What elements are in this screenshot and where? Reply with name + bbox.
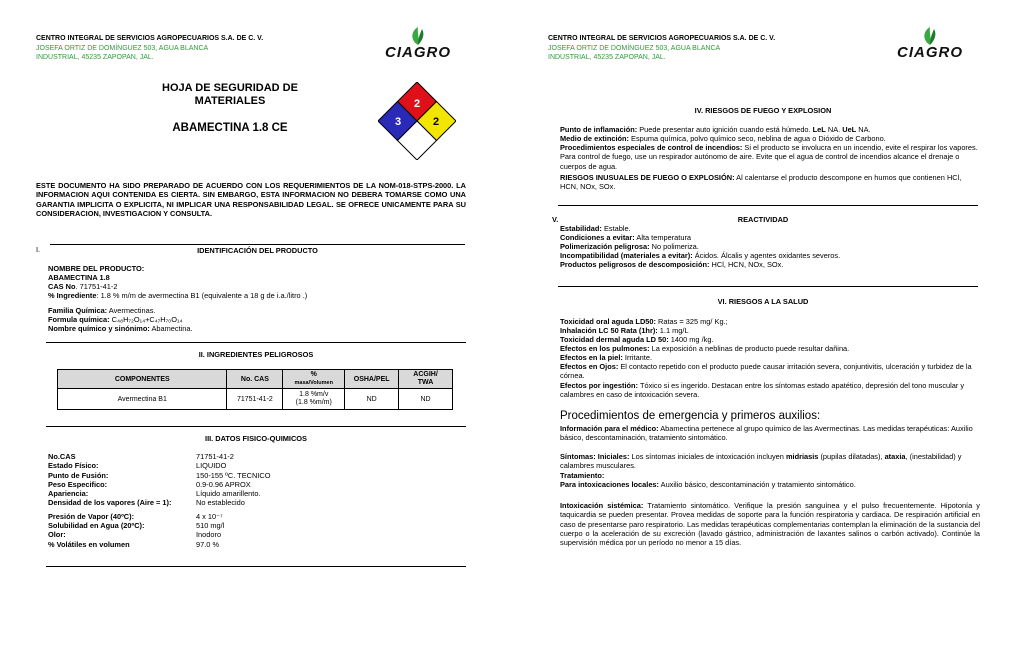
physchem-row <box>48 461 270 470</box>
physchem-label: Presión de Vapor (40ºC): <box>48 511 135 521</box>
divider <box>46 426 466 427</box>
physchem-value: 4 x 10⁻⁷ <box>196 511 223 521</box>
company-name: CENTRO INTEGRAL DE SERVICIOS AGROPECUARIOS S.A. DE C. V. <box>36 35 264 42</box>
physchem-value: 0.9-0.96 APROX <box>196 479 251 489</box>
physchem-row <box>48 480 270 489</box>
nfpa-reactivity-value: 2 <box>432 116 440 128</box>
ciagro-logo <box>892 26 968 66</box>
physchem-row <box>48 471 270 480</box>
section-6-title: VI. RIESGOS A LA SALUD <box>717 297 809 306</box>
treatment-label: Tratamiento: <box>560 471 605 480</box>
physchem-row <box>48 512 270 521</box>
emergency-title: Procedimientos de emergencia y primeros auxilios: <box>560 410 821 422</box>
ingredient-line <box>48 291 307 300</box>
flash-point-line: Punto de inflamación: Puede presentar auto ignición cuando está húmedo. LeL NA. UeL NA. <box>560 125 871 134</box>
physchem-value: Inodoro <box>196 530 222 540</box>
leaf-icon <box>408 26 428 46</box>
divider <box>558 205 978 206</box>
company-name: CENTRO INTEGRAL DE SERVICIOS AGROPECUARIOS S.A. DE C. V. <box>548 35 776 42</box>
divider <box>50 244 465 245</box>
physchem-row <box>48 530 270 539</box>
ingredient-label: % Ingrediente <box>48 291 97 300</box>
section-1-title: IDENTIFICACIÓN DEL PRODUCTO <box>197 246 318 255</box>
polymerization-line: Polimerización peligrosa: No polimeriza. <box>560 242 699 251</box>
header-acgih: ACGIH/ TWA <box>399 370 453 389</box>
divider <box>558 286 978 287</box>
physchem-value: 71751-41-2 <box>196 452 234 461</box>
physchem-row <box>48 540 270 549</box>
oral-toxicity-line: Toxicidad oral aguda LD50: Ratas = 325 mg/ Kg.; <box>560 317 728 326</box>
disclaimer: ESTE DOCUMENTO HA SIDO PREPARADO DE ACUERDO CON LOS REQUERIMIENTOS DE LA NOM-018-STPS-2000. LA INFORMACION AQUI CONTENIDA ES CIERTA. SIN EMBARGO, ESTA INFORMACION NO DEBERA TOMARSE COMO UNA GARANTIA IMPLICITA O EXPLICITA, NI IMPLICAR UNA RESPONSABILIDAD LEGAL. SE OFRECE UNICAMENTE PARA SU CONSIDERACION, INVESTIGACION Y CONSULTA. <box>36 181 466 219</box>
physchem-label: Densidad de los vapores (Aire = 1): <box>48 498 172 508</box>
inhalation-line: Inhalación LC 50 Rata (1hr): 1.1 mg/L <box>560 326 689 335</box>
company-address-line-1: JOSEFA ORTIZ DE DOMÍNGUEZ 503, AGUA BLANCA <box>36 45 209 52</box>
logo-text: CIAGRO <box>385 44 451 61</box>
section-4-title: IV. RIESGOS DE FUEGO Y EXPLOSION <box>694 106 832 115</box>
synonym-label: Nombre químico y sinónimo: <box>48 324 150 333</box>
physchem-row <box>48 452 270 461</box>
company-address-line-2: INDUSTRIAL, 45235 ZAPOPAN, JAL. <box>548 54 666 61</box>
right-page <box>512 0 1024 663</box>
section-3-title: III. DATOS FISICO-QUIMICOS <box>205 434 307 443</box>
physchem-value: Líquido amarillento. <box>196 489 261 499</box>
dermal-toxicity-line: Toxicidad dermal aguda LD 50: 1400 mg /kg. <box>560 335 714 344</box>
document-title-line-1: HOJA DE SEGURIDAD DE <box>162 82 298 94</box>
product-name-label: NOMBRE DEL PRODUCTO: <box>48 264 145 273</box>
physchem-label: % Volátiles en volumen <box>48 539 130 549</box>
stability-line: Estabilidad: Estable. <box>560 224 631 233</box>
physchem-value: 97.0 % <box>196 539 220 549</box>
section-5-number: V. <box>552 215 559 224</box>
divider <box>46 566 466 567</box>
company-address-line-2: INDUSTRIAL, 45235 ZAPOPAN, JAL. <box>36 54 154 61</box>
cell-percent: 1.8 %m/v (1.8 %m/m) <box>283 389 345 410</box>
physchem-value: No establecido <box>196 498 245 508</box>
ingredients-table <box>57 369 453 410</box>
family-value: Avermectinas. <box>107 306 156 315</box>
nfpa-diamond <box>378 82 456 160</box>
logo-text: CIAGRO <box>897 44 963 61</box>
synonym-line <box>48 324 193 333</box>
cell-acgih: ND <box>399 389 453 410</box>
physchem-label: Olor: <box>48 530 66 540</box>
systemic-intoxication-paragraph: Intoxicación sistémica: Tratamiento sintomático. Verifique la presión sanguínea y el pulso frecuentemente. Hipotonía y taquicardia se pueden presentar. Provea medidas de soporte para la función respiratoria y cardiaca. De respiración artificial en caso de presentarse paro respiratorio. Las medidas terapéuticas complementarias contemplan la eliminación de la sustancia del cuerpo o la aceleración de su excreción (lavado gástrico, administración de laxantes salinos o carbón activado). Continúe la supervisión médica por un período no menor a 15 días. <box>560 501 981 548</box>
physchem-label: Estado Físico: <box>48 461 99 471</box>
family-line <box>48 306 156 315</box>
product-title: ABAMECTINA 1.8 CE <box>172 122 288 134</box>
document-title-line-2: MATERIALES <box>194 95 266 107</box>
cell-component: Avermectina B1 <box>58 389 227 410</box>
header-percent: % masa/Volumen <box>283 370 345 389</box>
product-name: ABAMECTINA 1.8 <box>48 273 110 282</box>
header-components: COMPONENTES <box>58 370 227 389</box>
header-cas: No. CAS <box>227 370 283 389</box>
physchem-row <box>48 521 270 530</box>
physchem-list <box>48 452 270 549</box>
ciagro-logo <box>380 26 456 66</box>
cell-cas: 71751-41-2 <box>227 389 283 410</box>
symptoms-paragraph: Síntomas: Iniciales: Los síntomas iniciales de intoxicación incluyen midriasis (pupilas dilatadas), ataxia, (inestabilidad) y calambres musculares. <box>560 452 962 471</box>
ingestion-effects-paragraph: Efectos por ingestión: Tóxico si es ingerido. Destacan entre los síntomas estado apatético, depresión del tono muscular y calambres en caso de intoxicación severa. <box>560 381 965 400</box>
divider <box>46 342 466 343</box>
physchem-row <box>48 498 270 507</box>
physchem-label: Peso Especifico: <box>48 479 108 489</box>
decomposition-line: Productos peligrosos de descomposición: HCl, HCN, NOx, SOx. <box>560 260 784 269</box>
physchem-label: Solubilidad en Agua (20ºC): <box>48 521 145 531</box>
cas-line <box>48 282 117 291</box>
formula-value: C₄₈H₇₂O₁₄+C₄₇H₇₀O₁₄ <box>109 315 183 324</box>
cas-value: . 71751-41-2 <box>75 282 118 291</box>
formula-line <box>48 315 183 324</box>
physchem-value: 510 mg/l <box>196 521 225 531</box>
nfpa-health-value: 3 <box>394 116 402 128</box>
physchem-label: Apariencia: <box>48 489 89 499</box>
leaf-icon <box>920 26 940 46</box>
header-osha: OSHA/PEL <box>345 370 399 389</box>
family-label: Familia Química: <box>48 306 108 315</box>
section-2-title: II. INGREDIENTES PELIGROSOS <box>198 350 314 359</box>
local-intoxication-line: Para intoxicaciones locales: Auxilio básico, descontaminación y tratamiento sintomático. <box>560 480 856 489</box>
extinction-line: Medio de extinción: Espuma química, polvo químico seco, neblina de agua o Dióxido de Carbono. <box>560 134 886 143</box>
table-header-row <box>58 370 453 389</box>
lung-effects-line: Efectos en los pulmones: La exposición a neblinas de producto puede resultar dañina. <box>560 344 850 353</box>
skin-effects-line: Efectos en la piel: Irritante. <box>560 353 653 362</box>
physchem-label: Punto de Fusión: <box>48 470 109 480</box>
physchem-value: 150-155 ºC. TECNICO <box>196 470 271 480</box>
physchem-label: No.CAS <box>48 452 76 461</box>
incompatibility-line: Incompatibilidad (materiales a evitar): Ácidos. Álcalis y agentes oxidantes severos. <box>560 251 841 260</box>
fire-control-paragraph: Procedimientos especiales de control de incendios: Si el producto se involucra en un incendio, evite el respirar los vapores. Para control de fuego, use un respirador autónomo de aire. Evite que el agua de control de incendios alcance el drenaje o cuerpos de agua. <box>560 143 978 171</box>
section-1-number: I. <box>36 245 41 254</box>
physchem-row <box>48 489 270 498</box>
cas-label: CAS No <box>48 282 76 291</box>
nfpa-fire-value: 2 <box>413 98 421 110</box>
section-5-title: REACTIVIDAD <box>737 215 789 224</box>
unusual-risks-paragraph: RIESGOS INUSUALES DE FUEGO O EXPLOSIÓN: Al calentarse el producto descompone en humos que contienen HCl, HCN, NOx, SOx. <box>560 173 962 192</box>
formula-label: Formula química: <box>48 315 110 324</box>
company-address-line-1: JOSEFA ORTIZ DE DOMÍNGUEZ 503, AGUA BLANCA <box>548 45 721 52</box>
cell-osha: ND <box>345 389 399 410</box>
physchem-value: LIQUIDO <box>196 461 227 471</box>
doctor-info-paragraph: Información para el médico: Abamectina pertenece al grupo químico de las Avermectinas. Las medidas terapéuticas: Auxilio básico, descontaminación, tratamiento sintomático. <box>560 424 973 443</box>
conditions-line: Condiciones a evitar: Alta temperatura <box>560 233 692 242</box>
ingredient-value: : 1.8 % m/m de avermectina B1 (equivalente a 18 g de i.a./litro .) <box>96 291 308 300</box>
table-row <box>58 389 453 410</box>
synonym-value: Abamectina. <box>149 324 193 333</box>
eye-effects-paragraph: Efectos en Ojos: El contacto repetido con el producto puede causar irritación severa, conjuntivitis, ulceración y turbidez de la córnea. <box>560 362 972 381</box>
